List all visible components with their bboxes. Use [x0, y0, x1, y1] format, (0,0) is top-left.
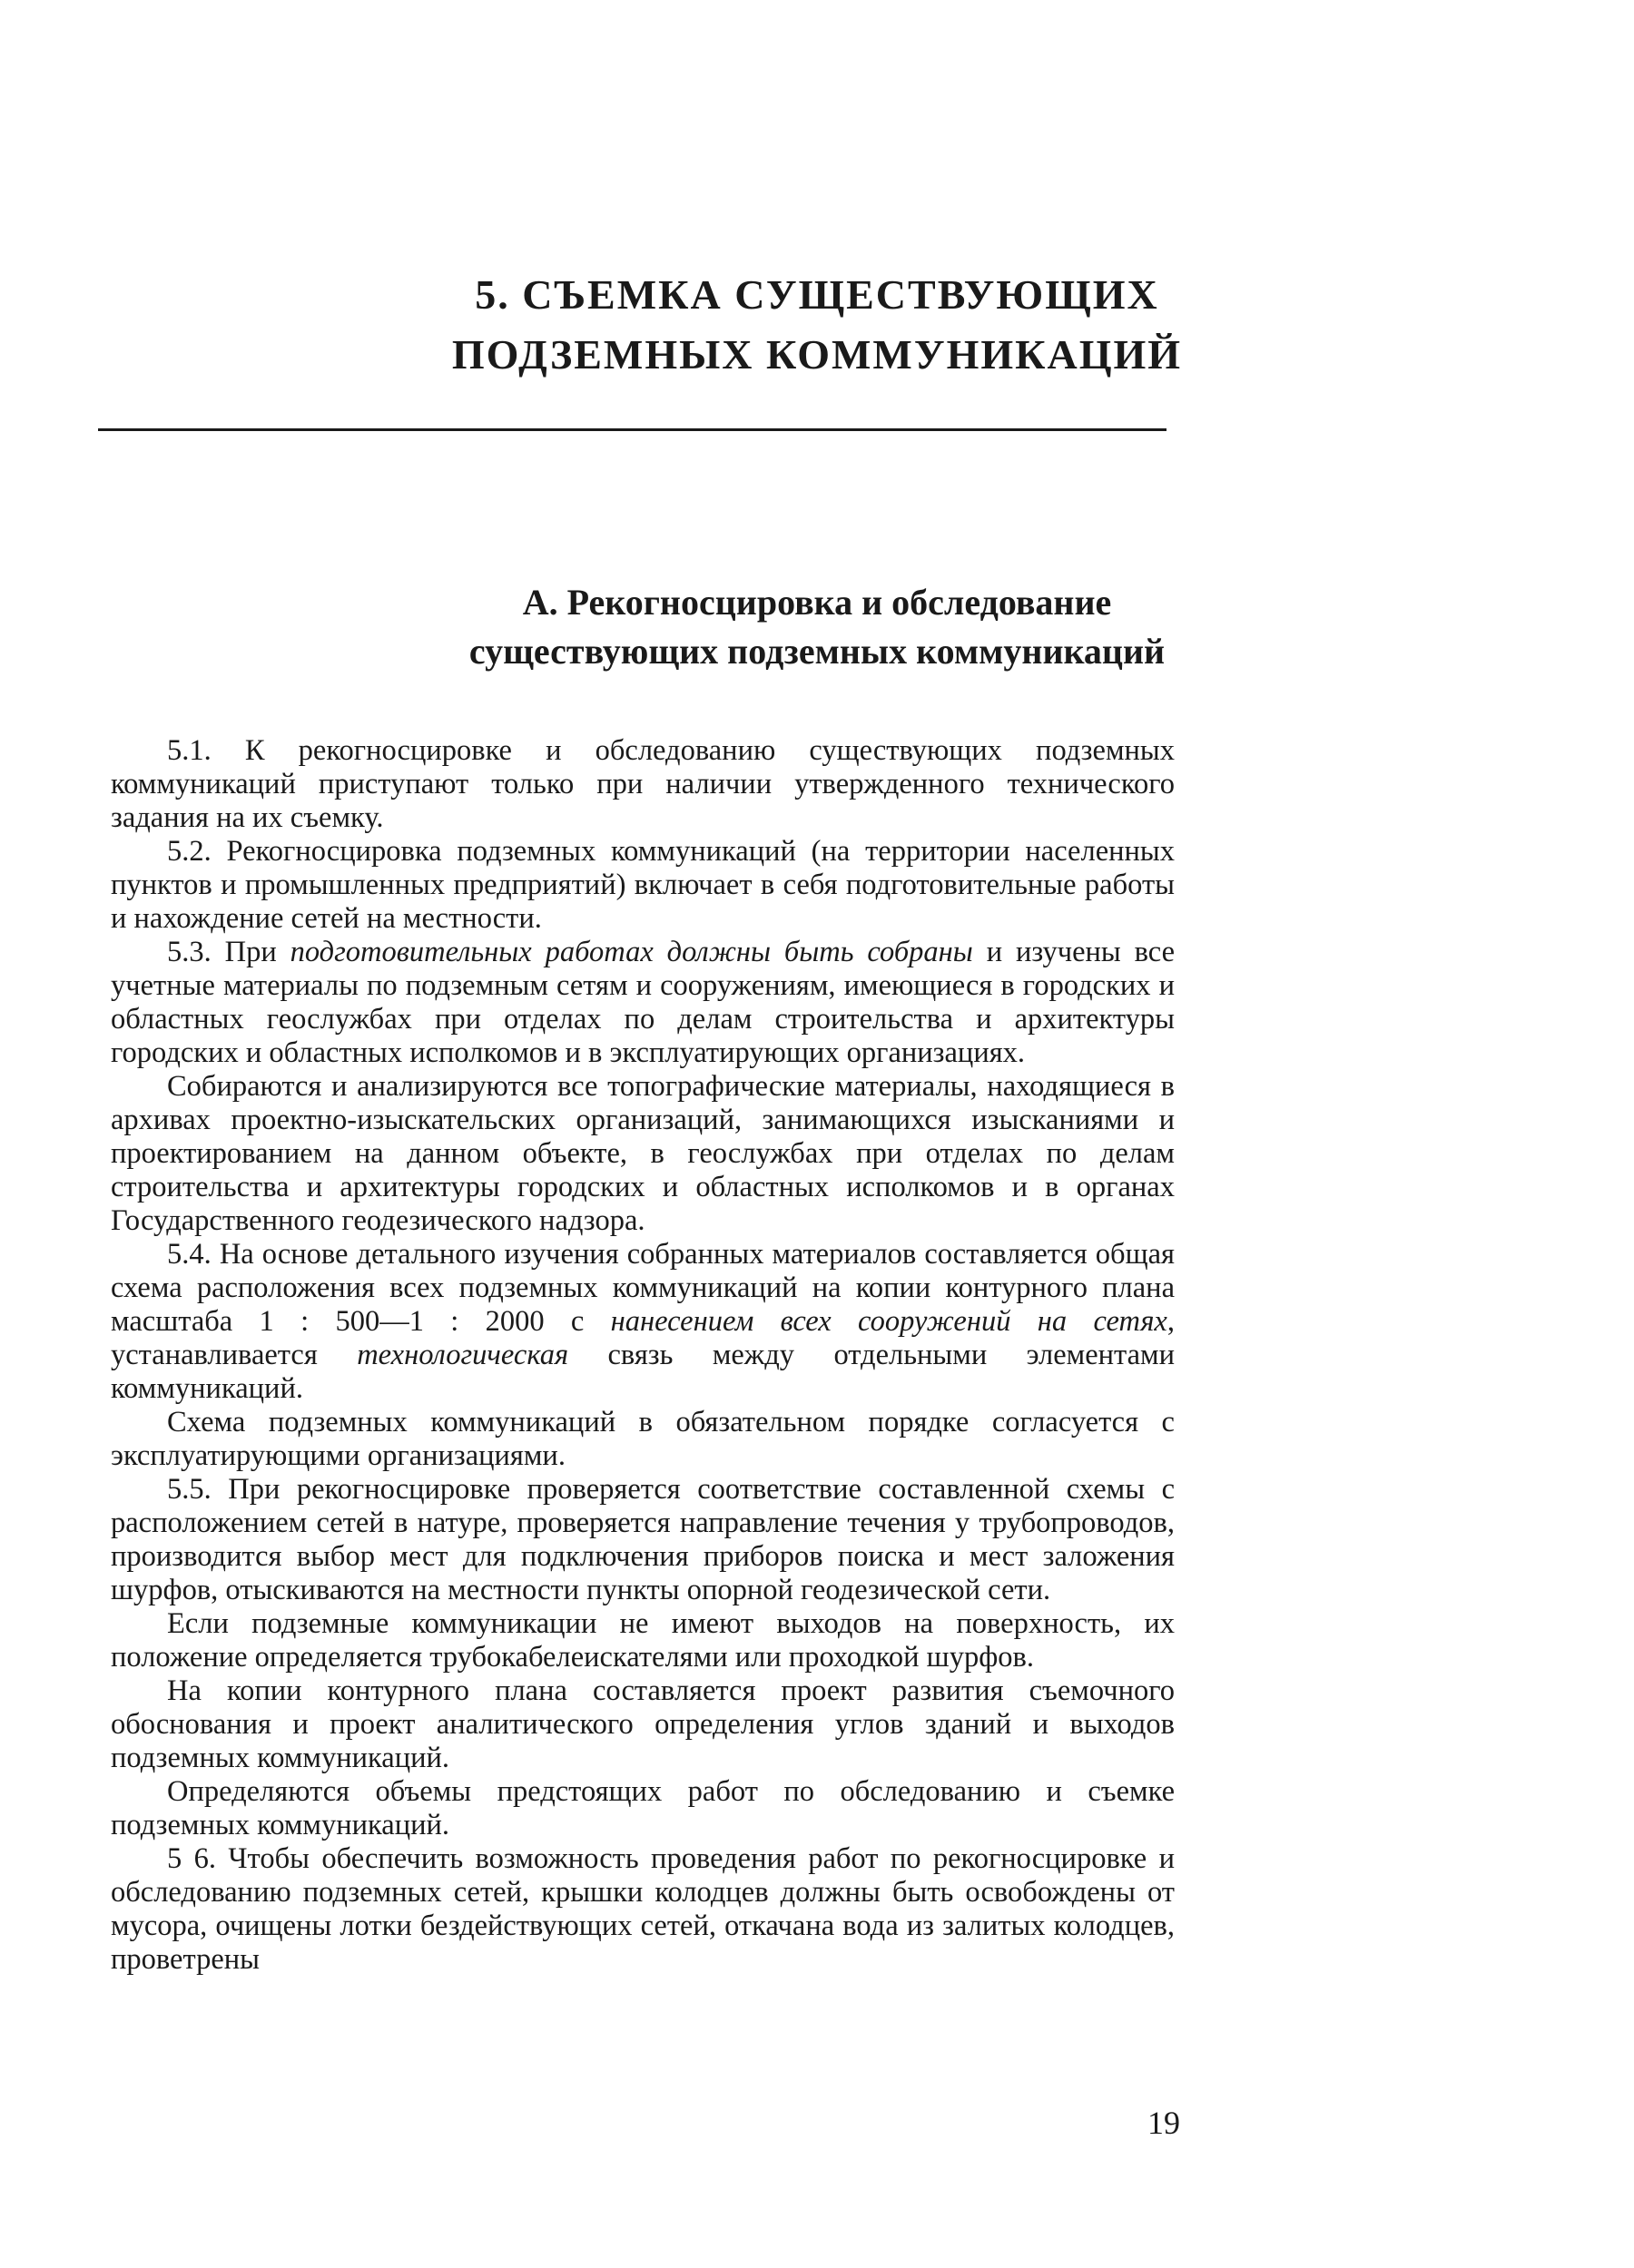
section-title-line-1: А. Рекогносцировка и обследование: [522, 582, 1112, 623]
paragraph-scheme: Схема подземных коммуникаций в обязательном порядке согласуется с эксплуатирующими организациями.: [111, 1406, 1175, 1472]
paragraph-materials: Собираются и анализируются все топографические материалы, находящиеся в архивах проектно-изыскательских организаций, занимающихся изысканиями и проектированием на данном объекте, в геослужбах при отделах по делам строительства и архитектуры городских и областных исполкомов и в органах Государственного геодезического надзора.: [111, 1070, 1175, 1237]
paragraph-5-3-end: и изучены все учетные материалы по подземным сетям и сооружениям, имеющиеся в городских и областных геослужбах при отделах по делам строительства и архитектуры городских и областных исполкомов и в эксплуатирующих организациях.: [111, 936, 1175, 1069]
paragraph-5-4-end: связь между отдельными элементами коммуникаций.: [111, 1339, 1175, 1405]
section-title: [109, 578, 1525, 676]
section-title-line-2: существующих подземных коммуникаций: [468, 631, 1166, 672]
paragraph-5-6: 5 6. Чтобы обеспечить возможность проведения работ по рекогносцировке и обследованию подземных сетей, крышки колодцев должны быть освобождены от мусора, очищены лотки бездействующих сетей, откачана вода из залитых колодцев, проветрены: [111, 1842, 1175, 1976]
page-number: 19: [1147, 2105, 1180, 2141]
paragraph-plan-copy: На копии контурного плана составляется проект развития съемочного обоснования и проект аналитического определения углов зданий и выходов подземных коммуникаций.: [111, 1674, 1175, 1774]
paragraph-5-5: 5.5. При рекогносцировке проверяется соответствие составленной схемы с расположением сетей в натуре, проверяется направление течения у трубопроводов, производится выбор мест для подключения приборов поиска и мест заложения шурфов, отыскиваются на местности пункты опорной геодезической сети.: [111, 1473, 1175, 1606]
paragraph-5-3: [111, 936, 1175, 1070]
paragraph-no-outlets: Если подземные коммуникации не имеют выходов на поверхность, их положение определяется трубокабелеискателями или проходкой шурфов.: [111, 1607, 1175, 1674]
paragraph-5-3-start: 5.3. При: [167, 936, 290, 968]
chapter-title-line-2: ПОДЗЕМНЫХ КОММУНИКАЦИЙ: [451, 331, 1183, 378]
paragraph-5-4-mid: , устанавливается: [111, 1305, 1175, 1371]
paragraph-5-3-italic: подготовительных работах должны быть собраны: [290, 936, 973, 968]
chapter-title-line-1: 5. СЪЕМКА СУЩЕСТВУЮЩИХ: [475, 271, 1159, 318]
paragraph-5-4-italic: нанесением всех сооружений на сетях: [610, 1305, 1167, 1338]
body-text: [111, 734, 1175, 1977]
paragraph-5-4-italic-2: технологическая: [357, 1339, 569, 1371]
paragraph-volumes: Определяются объемы предстоящих работ по обследованию и съемке подземных коммуникаций.: [111, 1775, 1175, 1841]
chapter-title: [109, 265, 1525, 385]
paragraph-5-2: 5.2. Рекогносцировка подземных коммуникаций (на территории населенных пунктов и промышленных предприятий) включает в себя подготовительные работы и нахождение сетей на местности.: [111, 835, 1175, 935]
title-divider: [98, 428, 1166, 431]
paragraph-5-4-start: 5.4. На основе детального изучения собранных материалов составляется общая схема расположения всех подземных коммуникаций на копии контурного плана масштаба 1 : 500—1 : 2000 с: [111, 1238, 1175, 1338]
paragraph-5-1: 5.1. К рекогносцировке и обследованию существующих подземных коммуникаций приступают только при наличии утвержденного технического задания на их съемку.: [111, 734, 1175, 834]
paragraph-5-4: [111, 1238, 1175, 1406]
